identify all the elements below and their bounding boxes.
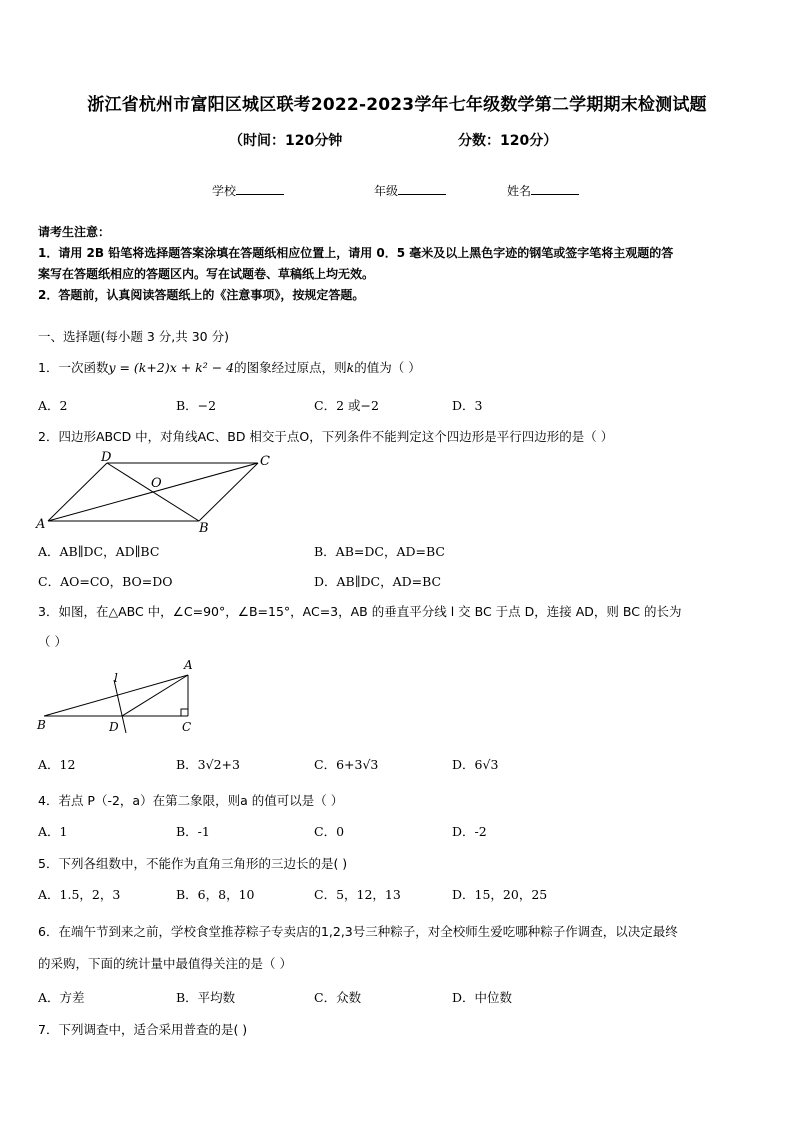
- question-1-var: k: [346, 360, 355, 375]
- question-1-formula: y = (k+2)x + k² − 4: [108, 360, 235, 375]
- question-3-option-a[interactable]: A．12: [38, 757, 76, 772]
- question-2: [38, 427, 613, 445]
- label-d: D: [109, 720, 119, 734]
- question-1-suffix: 的图象经过原点，则: [234, 360, 347, 375]
- side-cb: [199, 463, 258, 521]
- question-1-option-b[interactable]: B．−2: [176, 398, 217, 413]
- school-blank: [236, 182, 284, 195]
- question-5-stem: 5．下列各组数中，不能作为直角三角形的三边长的是( ): [38, 856, 348, 871]
- label-c: C: [260, 454, 270, 469]
- question-3-line-2: （ ）: [38, 634, 67, 649]
- question-1-option-c[interactable]: C．2 或−2: [314, 398, 379, 413]
- question-2-option-d[interactable]: D．AB∥DC，AD=BC: [314, 574, 442, 589]
- segment-ad: [122, 675, 188, 716]
- question-6-line-1: 6．在端午节到来之前，学校食堂推荐粽子专卖店的1,2,3号三种粽子，对全校师生爱吃哪种粽子作调查，以决定最终: [38, 924, 678, 939]
- label-c: C: [182, 720, 192, 734]
- question-3-option-d[interactable]: D．6√3: [452, 757, 499, 772]
- question-7-stem: 7．下列调查中，适合采用普查的是( ): [38, 1022, 248, 1037]
- side-ad: [48, 463, 107, 521]
- diagonal-bd: [107, 463, 199, 521]
- question-5-option-a[interactable]: A．1.5，2，3: [38, 887, 121, 902]
- name-blank: [531, 182, 579, 195]
- question-1-option-d[interactable]: D．3: [452, 398, 483, 413]
- name-label: 姓名: [507, 184, 532, 198]
- question-1-prefix: 1．一次函数: [38, 360, 109, 375]
- notice-item-1-line-1: 1．请用 2B 铅笔将选择题答案涂填在答题纸相应位置上，请用 0．5 毫米及以上黑色字迹的钢笔或签字笔将主观题的答: [38, 246, 674, 260]
- question-4: [38, 791, 343, 809]
- notice-item-1-line-2: 案写在答题纸相应的答题区内。写在试题卷、草稿纸上均无效。: [38, 267, 375, 281]
- question-1-option-a[interactable]: A．2: [38, 398, 68, 413]
- exam-time: （时间：120分钟: [229, 133, 343, 149]
- question-3-option-c[interactable]: C．6+3√3: [314, 757, 379, 772]
- question-6: [38, 922, 678, 972]
- question-4-option-c[interactable]: C．0: [314, 824, 345, 839]
- question-5-option-d[interactable]: D．15，20，25: [452, 887, 548, 902]
- name-field: [507, 182, 579, 199]
- question-1-end: 的值为（ ）: [354, 360, 421, 375]
- school-label: 学校: [212, 184, 237, 198]
- question-6-option-a[interactable]: A．方差: [38, 990, 85, 1005]
- question-3: [38, 602, 681, 650]
- question-5-option-b[interactable]: B．6，8，10: [176, 887, 255, 902]
- question-4-stem: 4．若点 P（-2，a）在第二象限，则a 的值可以是（ ）: [38, 793, 344, 808]
- question-6-option-d[interactable]: D．中位数: [452, 990, 513, 1005]
- question-6-option-c[interactable]: C．众数: [314, 990, 362, 1005]
- label-b: B: [199, 521, 209, 536]
- question-2-option-c[interactable]: C．AO=CO，BO=DO: [38, 574, 173, 589]
- parallelogram-figure: [34, 448, 284, 536]
- notice-block: [38, 222, 760, 306]
- question-5-option-c[interactable]: C．5，12，13: [314, 887, 401, 902]
- right-angle-mark: [181, 709, 188, 716]
- question-4-option-b[interactable]: B．-1: [176, 824, 210, 839]
- label-a: A: [36, 517, 46, 532]
- question-1: [38, 358, 421, 376]
- notice-heading: 请考生注意：: [38, 225, 111, 239]
- question-3-option-b[interactable]: B．3√2+3: [176, 757, 240, 772]
- question-4-option-a[interactable]: A．1: [38, 824, 68, 839]
- label-l: l: [114, 671, 118, 685]
- question-2-option-a[interactable]: A．AB∥DC，AD∥BC: [38, 544, 160, 559]
- question-3-line-1: 3．如图，在△ABC 中，∠C=90°，∠B=15°，AC=3，AB 的垂直平分线 l 交 BC 于点 D，连接 AD，则 BC 的长为: [38, 604, 682, 619]
- label-o: O: [151, 476, 162, 491]
- section-heading: 一、选择题(每小题 3 分,共 30 分): [38, 329, 229, 344]
- label-b: B: [37, 718, 46, 732]
- school-field: [212, 182, 284, 199]
- question-6-option-b[interactable]: B．平均数: [176, 990, 236, 1005]
- notice-item-2: 2．答题前，认真阅读答题纸上的《注意事项》，按规定答题。: [38, 288, 365, 302]
- grade-blank: [398, 182, 446, 195]
- question-6-line-2: 的采购，下面的统计量中最值得关注的是（ ）: [38, 956, 292, 971]
- question-2-stem: 2．四边形ABCD 中，对角线AC、BD 相交于点O，下列条件不能判定这个四边形是平行四边形的是（ ）: [38, 429, 614, 444]
- label-a: A: [184, 658, 193, 672]
- grade-label: 年级: [374, 184, 399, 198]
- question-5: [38, 854, 347, 872]
- page-title: 浙江省杭州市富阳区城区联考2022-2023学年七年级数学第二学期期末检测试题: [87, 95, 707, 115]
- question-7: [38, 1020, 247, 1038]
- exam-score: 分数：120分）: [458, 133, 558, 149]
- triangle-figure: [34, 655, 214, 737]
- grade-field: [374, 182, 446, 199]
- question-2-option-b[interactable]: B．AB=DC，AD=BC: [314, 544, 445, 559]
- question-4-option-d[interactable]: D．-2: [452, 824, 487, 839]
- label-d: D: [101, 450, 112, 465]
